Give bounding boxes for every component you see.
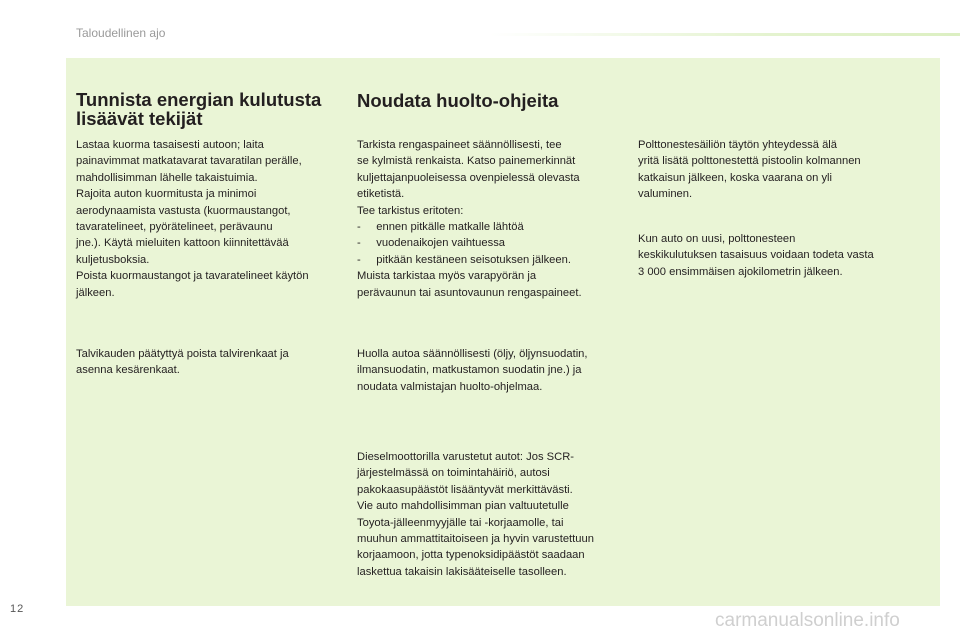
text-line: Tarkista rengaspaineet säännöllisesti, tee [357,139,562,151]
text-line: tavaratelineet, pyörätelineet, perävaunu [76,221,273,234]
list-item: - vuodenaikojen vaihtuessa [357,237,506,250]
text-line: Lastaa kuorma tasaisesti autoon; laita [76,139,264,151]
text-line: Rajoita auton kuormitusta ja minimoi [76,188,257,201]
left-heading-line: Tunnista energian kulutusta [76,89,322,110]
text-line: Vie auto mahdollisimman pian valtuutetulle [357,500,569,513]
text-line: Toyota-jälleenmyyjälle tai -korjaamolle, tai [357,516,564,529]
left-paragraph-loading [76,137,309,301]
text-line: se kylmistä renkaista. Katso painemerkinnät [357,155,576,168]
text-line: järjestelmässä on toimintahäiriö, autosi [357,467,550,480]
text-line: Dieselmoottorilla varustetut autot: Jos SCR- [357,451,574,463]
text-line: keskikulutuksen tasaisuus voidaan todeta vasta [638,249,874,262]
text-line: Polttonestesäiliön täytön yhteydessä älä [638,139,838,151]
text-line: Talvikauden päätyttyä poista talvirenkaat ja [76,348,289,360]
text-line: Muista tarkistaa myös varapyörän ja [357,270,537,283]
text-line: Kun auto on uusi, polttonesteen [638,233,796,245]
section-title: Taloudellinen ajo [76,26,166,40]
middle-paragraph-tyre-pressure [357,137,582,301]
text-line: noudata valmistajan huolto-ohjelmaa. [357,380,543,393]
text-line: yritä lisätä polttonestettä pistoolin kolmannen [638,155,861,168]
right-paragraph-new-car [638,231,874,280]
text-line: jne.). Käytä mieluiten kattoon kiinnitettävää [76,237,289,250]
middle-heading: Noudata huolto-ohjeita [357,90,559,111]
text-line: painavimmat matkatavarat tavaratilan perälle, [76,155,302,168]
text-line: aerodynaamista vastusta (kuormaustangot, [76,204,291,217]
text-line: Poista kuormaustangot ja tavaratelineet käytön [76,270,309,283]
text-line: Tee tarkistus eritoten: [357,204,464,217]
middle-paragraph-diesel-scr [357,449,594,580]
left-heading-line: lisäävät tekijät [76,108,203,129]
text-line: kuljettajanpuoleisessa ovenpielessä olevasta [357,171,580,184]
right-paragraph-refuelling [638,137,861,203]
page-number: 12 [10,603,25,615]
text-line: laskettua takaisin lakisääteiselle tasolleen. [357,565,567,578]
text-line: Huolla autoa säännöllisesti (öljy, öljynsuodatin, [357,348,588,360]
text-line: kuljetusboksia. [76,253,150,266]
text-line: etiketistä. [357,188,405,201]
header-divider [490,33,960,36]
list-item: - ennen pitkälle matkalle lähtöä [357,221,524,234]
middle-paragraph-service [357,346,588,395]
list-item: - pitkään kestäneen seisotuksen jälkeen. [357,253,571,266]
text-line: 3 000 ensimmäisen ajokilometrin jälkeen. [638,265,843,278]
watermark: carmanualsonline.info [715,610,900,631]
left-heading [76,90,346,128]
left-paragraph-tyres [76,346,289,379]
text-line: katkaisun jälkeen, koska vaarana on yli [638,171,833,184]
text-line: asenna kesärenkaat. [76,364,180,377]
text-line: pakokaasupäästöt lisääntyvät merkittävästi. [357,483,573,496]
text-line: korjaamoon, jotta typenoksidipäästöt saadaan [357,549,585,562]
text-line: ilmansuodatin, matkustamon suodatin jne.) ja [357,364,582,377]
text-line: perävaunun tai asuntovaunun rengaspaineet. [357,286,582,299]
text-line: valuminen. [638,188,693,201]
text-line: jälkeen. [76,286,115,299]
text-line: mahdollisimman lähelle takaistuimia. [76,171,258,184]
text-line: muuhun ammattitaitoiseen ja hyvin varustettuun [357,533,594,546]
